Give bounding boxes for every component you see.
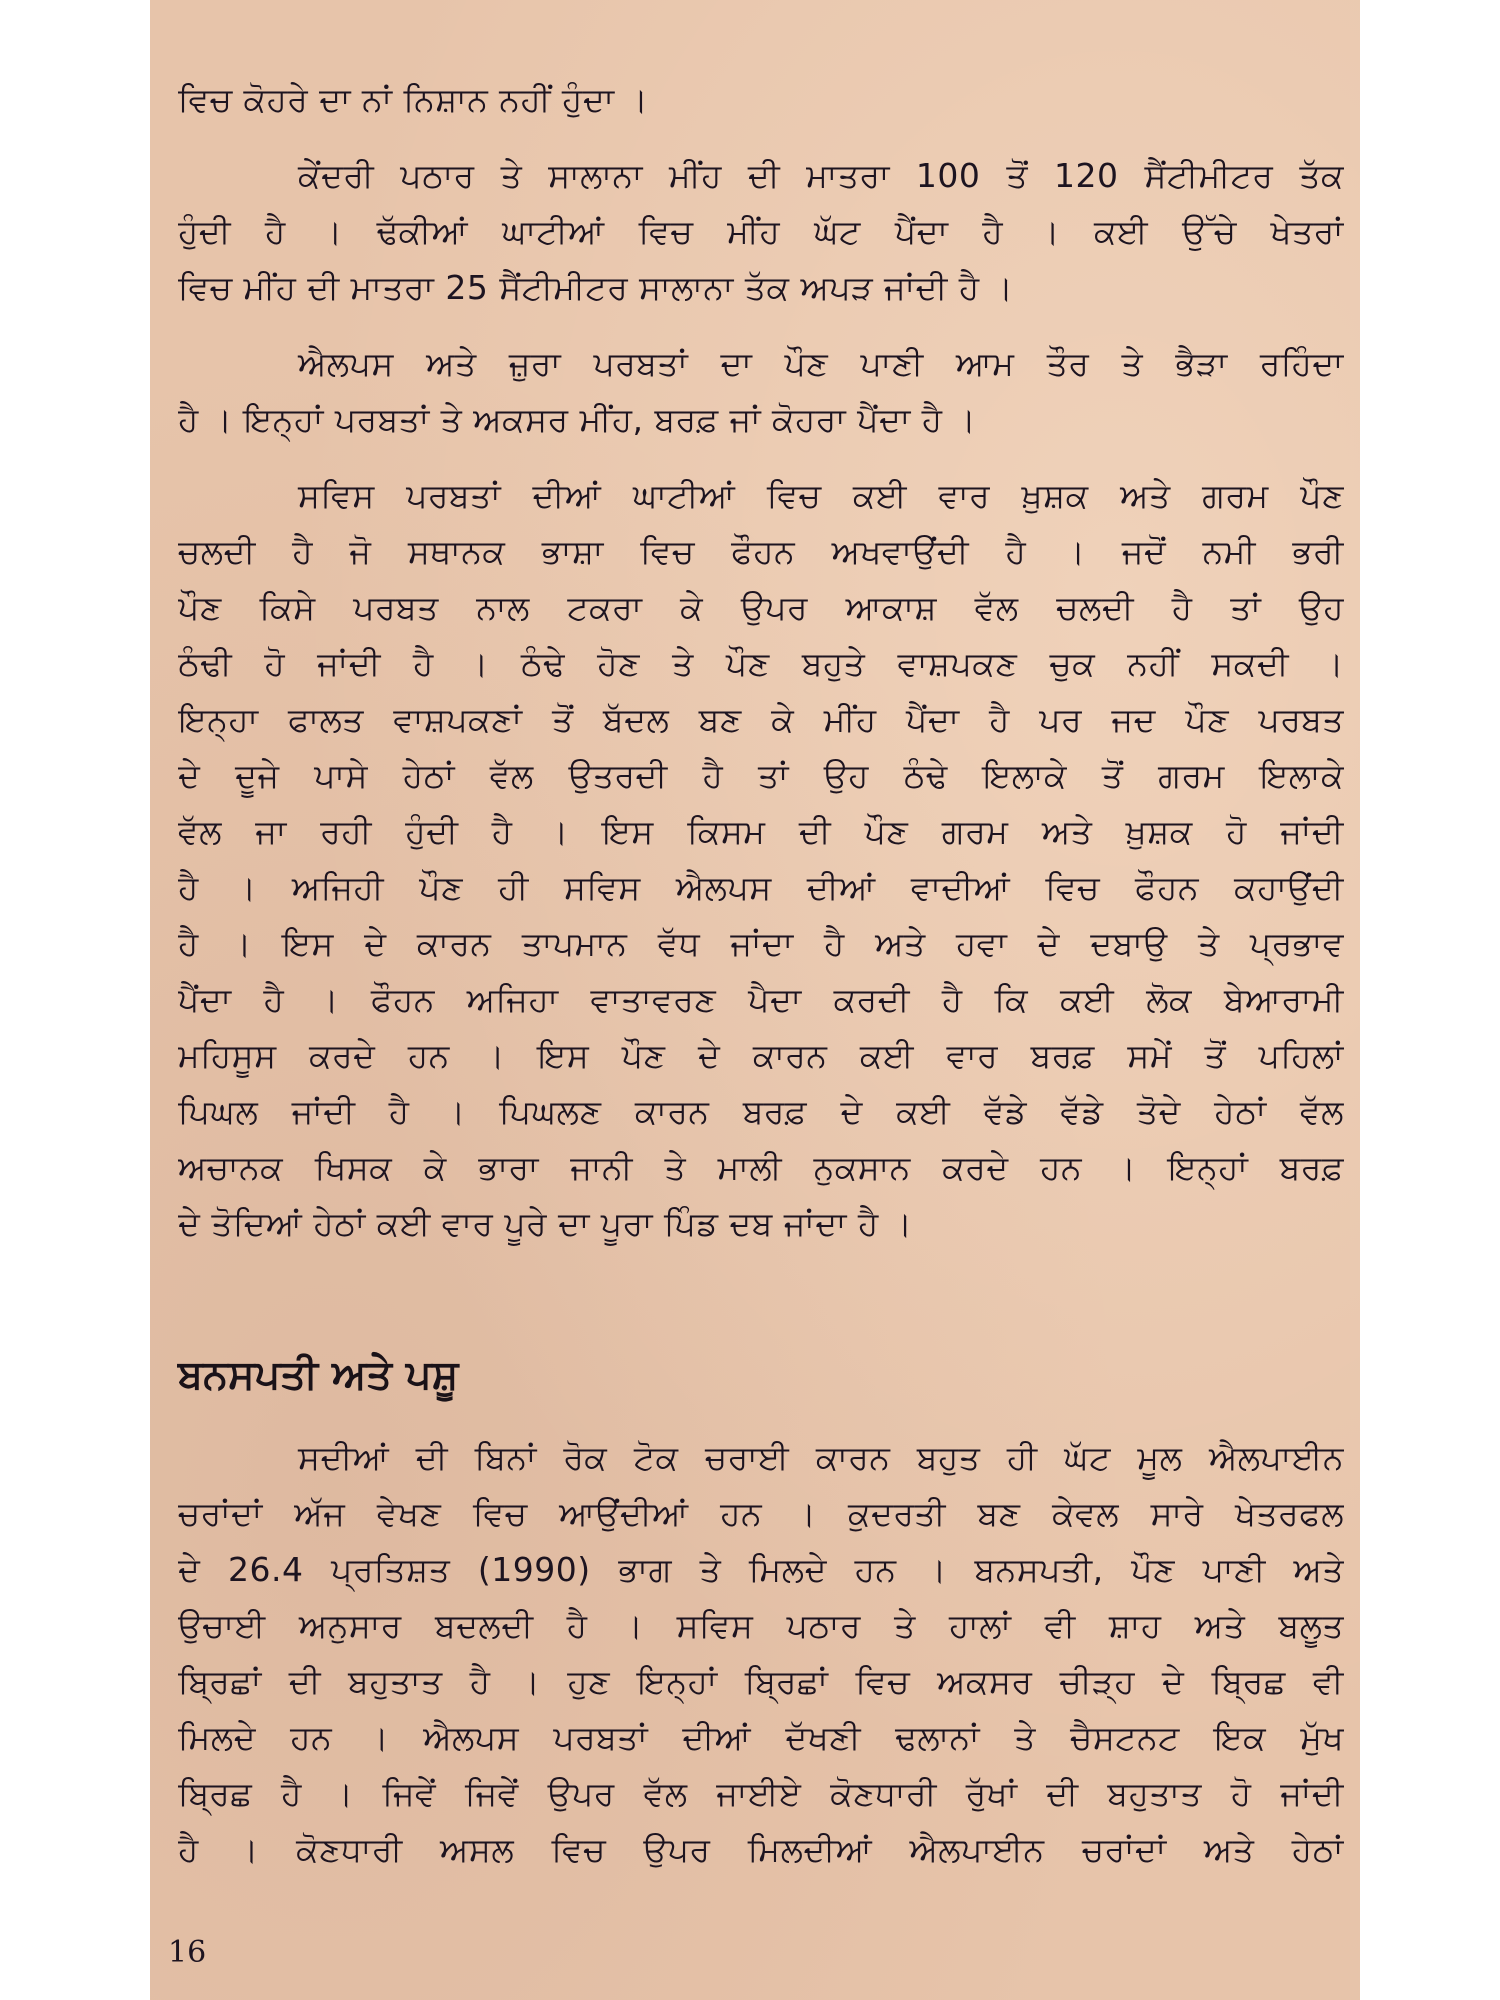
- text-line: ਪਿਘਲ ਜਾਂਦੀ ਹੈ । ਪਿਘਲਣ ਕਾਰਨ ਬਰਫ਼ ਦੇ ਕਈ ਵੱਡੇ ਵੱਡੇ ਤੋਦੇ ਹੇਠਾਂ ਵੱਲ: [178, 1092, 1344, 1131]
- text-line: ਹੈ । ਕੋਣਧਾਰੀ ਅਸਲ ਵਿਚ ਉਪਰ ਮਿਲਦੀਆਂ ਐਲਪਾਈਨ ਚਰਾਂਦਾਂ ਅਤੇ ਹੇਠਾਂ: [178, 1830, 1344, 1869]
- text-line: ਹੈ । ਇਸ ਦੇ ਕਾਰਨ ਤਾਪਮਾਨ ਵੱਧ ਜਾਂਦਾ ਹੈ ਅਤੇ ਹਵਾ ਦੇ ਦਬਾਉ ਤੇ ਪ੍ਰਭਾਵ: [178, 924, 1344, 963]
- paragraph-foehn: [178, 468, 1344, 1252]
- text-line: ਹੁੰਦੀ ਹੈ । ਢੱਕੀਆਂ ਘਾਟੀਆਂ ਵਿਚ ਮੀਂਹ ਘੱਟ ਪੈਂਦਾ ਹੈ । ਕਈ ਉੱਚੇ ਖੇਤਰਾਂ: [178, 212, 1344, 251]
- text-line: ਵੱਲ ਜਾ ਰਹੀ ਹੁੰਦੀ ਹੈ । ਇਸ ਕਿਸਮ ਦੀ ਪੌਣ ਗਰਮ ਅਤੇ ਖ਼ੁਸ਼ਕ ਹੋ ਜਾਂਦੀ: [178, 812, 1344, 851]
- book-page: [150, 0, 1360, 2000]
- text-line: ਬ੍ਰਿਛਾਂ ਦੀ ਬਹੁਤਾਤ ਹੈ । ਹੁਣ ਇਨ੍ਹਾਂ ਬ੍ਰਿਛਾਂ ਵਿਚ ਅਕਸਰ ਚੀੜ੍ਹ ਦੇ ਬ੍ਰਿਛ ਵੀ: [178, 1662, 1344, 1701]
- text-line: ਪੌਣ ਕਿਸੇ ਪਰਬਤ ਨਾਲ ਟਕਰਾ ਕੇ ਉਪਰ ਆਕਾਸ਼ ਵੱਲ ਚਲਦੀ ਹੈ ਤਾਂ ਉਹ: [178, 588, 1344, 627]
- text-line: ਉਚਾਈ ਅਨੁਸਾਰ ਬਦਲਦੀ ਹੈ । ਸਵਿਸ ਪਠਾਰ ਤੇ ਹਾਲਾਂ ਵੀ ਸ਼ਾਹ ਅਤੇ ਬਲੂਤ: [178, 1606, 1344, 1645]
- text-line: ਮਿਲਦੇ ਹਨ । ਐਲਪਸ ਪਰਬਤਾਂ ਦੀਆਂ ਦੱਖਣੀ ਢਲਾਨਾਂ ਤੇ ਚੈਸਟਨਟ ਇਕ ਮੁੱਖ: [178, 1718, 1344, 1757]
- text-line: ਹੈ । ਇਨ੍ਹਾਂ ਪਰਬਤਾਂ ਤੇ ਅਕਸਰ ਮੀਂਹ, ਬਰਫ਼ ਜਾਂ ਕੋਹਰਾ ਪੈਂਦਾ ਹੈ ।: [178, 400, 977, 439]
- text-line: ਚਰਾਂਦਾਂ ਅੱਜ ਵੇਖਣ ਵਿਚ ਆਉਂਦੀਆਂ ਹਨ । ਕੁਦਰਤੀ ਬਣ ਕੇਵਲ ਸਾਰੇ ਖੇਤਰਫਲ: [178, 1494, 1344, 1533]
- text-line: ਇਨ੍ਹਾ ਫਾਲਤ ਵਾਸ਼ਪਕਣਾਂ ਤੋਂ ਬੱਦਲ ਬਣ ਕੇ ਮੀਂਹ ਪੈਂਦਾ ਹੈ ਪਰ ਜਦ ਪੌਣ ਪਰਬਤ: [178, 700, 1344, 739]
- paragraph-vegetation: [178, 1430, 1344, 1878]
- text-line: ਮਹਿਸੂਸ ਕਰਦੇ ਹਨ । ਇਸ ਪੌਣ ਦੇ ਕਾਰਨ ਕਈ ਵਾਰ ਬਰਫ਼ ਸਮੇਂ ਤੋਂ ਪਹਿਲਾਂ: [178, 1036, 1344, 1075]
- section-heading: ਬਨਸਪਤੀ ਅਤੇ ਪਸ਼ੂ: [178, 1352, 459, 1398]
- paragraph-alps-jura: [178, 336, 1344, 448]
- text-line: ਅਚਾਨਕ ਖਿਸਕ ਕੇ ਭਾਰਾ ਜਾਨੀ ਤੇ ਮਾਲੀ ਨੁਕਸਾਨ ਕਰਦੇ ਹਨ । ਇਨ੍ਹਾਂ ਬਰਫ਼: [178, 1148, 1344, 1187]
- text-line: ਐਲਪਸ ਅਤੇ ਜ਼ੁਰਾ ਪਰਬਤਾਂ ਦਾ ਪੌਣ ਪਾਣੀ ਆਮ ਤੌਰ ਤੇ ਭੈੜਾ ਰਹਿੰਦਾ: [298, 344, 1344, 383]
- text-line: ਹੈ । ਅਜਿਹੀ ਪੌਣ ਹੀ ਸਵਿਸ ਐਲਪਸ ਦੀਆਂ ਵਾਦੀਆਂ ਵਿਚ ਫੌਹਨ ਕਹਾਉਂਦੀ: [178, 868, 1344, 907]
- text-line: ਸਦੀਆਂ ਦੀ ਬਿਨਾਂ ਰੋਕ ਟੋਕ ਚਰਾਈ ਕਾਰਨ ਬਹੁਤ ਹੀ ਘੱਟ ਮੂਲ ਐਲਪਾਈਨ: [298, 1438, 1344, 1477]
- text-line: ਦੇ ਤੋਦਿਆਂ ਹੇਠਾਂ ਕਈ ਵਾਰ ਪੂਰੇ ਦਾ ਪੂਰਾ ਪਿੰਡ ਦਬ ਜਾਂਦਾ ਹੈ ।: [178, 1204, 913, 1243]
- text-line: ਵਿਚ ਕੋਹਰੇ ਦਾ ਨਾਂ ਨਿਸ਼ਾਨ ਨਹੀਂ ਹੁੰਦਾ ।: [178, 80, 649, 119]
- body-text-upper: [178, 72, 1344, 1252]
- text-line: ਬ੍ਰਿਛ ਹੈ । ਜਿਵੇਂ ਜਿਵੇਂ ਉਪਰ ਵੱਲ ਜਾਈਏ ਕੋਣਧਾਰੀ ਰੁੱਖਾਂ ਦੀ ਬਹੁਤਾਤ ਹੋ ਜਾਂਦੀ: [178, 1774, 1344, 1813]
- paragraph-rainfall: [178, 148, 1344, 316]
- page-number: 16: [168, 1935, 207, 1970]
- text-line: ਵਿਚ ਮੀਂਹ ਦੀ ਮਾਤਰਾ 25 ਸੈਂਟੀਮੀਟਰ ਸਾਲਾਨਾ ਤੱਕ ਅਪੜ ਜਾਂਦੀ ਹੈ ।: [178, 268, 1014, 307]
- text-line: ਚਲਦੀ ਹੈ ਜੋ ਸਥਾਨਕ ਭਾਸ਼ਾ ਵਿਚ ਫੌਹਨ ਅਖਵਾਉਂਦੀ ਹੈ । ਜਦੋਂ ਨਮੀ ਭਰੀ: [178, 532, 1344, 571]
- text-line: ਦੇ 26.4 ਪ੍ਰਤਿਸ਼ਤ (1990) ਭਾਗ ਤੇ ਮਿਲਦੇ ਹਨ । ਬਨਸਪਤੀ, ਪੌਣ ਪਾਣੀ ਅਤੇ: [178, 1550, 1344, 1589]
- text-line: ਠੰਢੀ ਹੋ ਜਾਂਦੀ ਹੈ । ਠੰਢੇ ਹੋਣ ਤੇ ਪੌਣ ਬਹੁਤੇ ਵਾਸ਼ਪਕਣ ਚੁਕ ਨਹੀਂ ਸਕਦੀ ।: [178, 644, 1344, 683]
- text-line: ਦੇ ਦੂਜੇ ਪਾਸੇ ਹੇਠਾਂ ਵੱਲ ਉਤਰਦੀ ਹੈ ਤਾਂ ਉਹ ਠੰਢੇ ਇਲਾਕੇ ਤੋਂ ਗਰਮ ਇਲਾਕੇ: [178, 756, 1344, 795]
- text-line: ਸਵਿਸ ਪਰਬਤਾਂ ਦੀਆਂ ਘਾਟੀਆਂ ਵਿਚ ਕਈ ਵਾਰ ਖ਼ੁਸ਼ਕ ਅਤੇ ਗਰਮ ਪੌਣ: [298, 476, 1344, 515]
- body-text-lower: [178, 1430, 1344, 1878]
- text-line: ਕੇਂਦਰੀ ਪਠਾਰ ਤੇ ਸਾਲਾਨਾ ਮੀਂਹ ਦੀ ਮਾਤਰਾ 100 ਤੋਂ 120 ਸੈਂਟੀਮੀਟਰ ਤੱਕ: [298, 156, 1344, 195]
- text-line: ਪੈਂਦਾ ਹੈ । ਫੌਹਨ ਅਜਿਹਾ ਵਾਤਾਵਰਣ ਪੈਦਾ ਕਰਦੀ ਹੈ ਕਿ ਕਈ ਲੋਕ ਬੇਆਰਾਮੀ: [178, 980, 1344, 1019]
